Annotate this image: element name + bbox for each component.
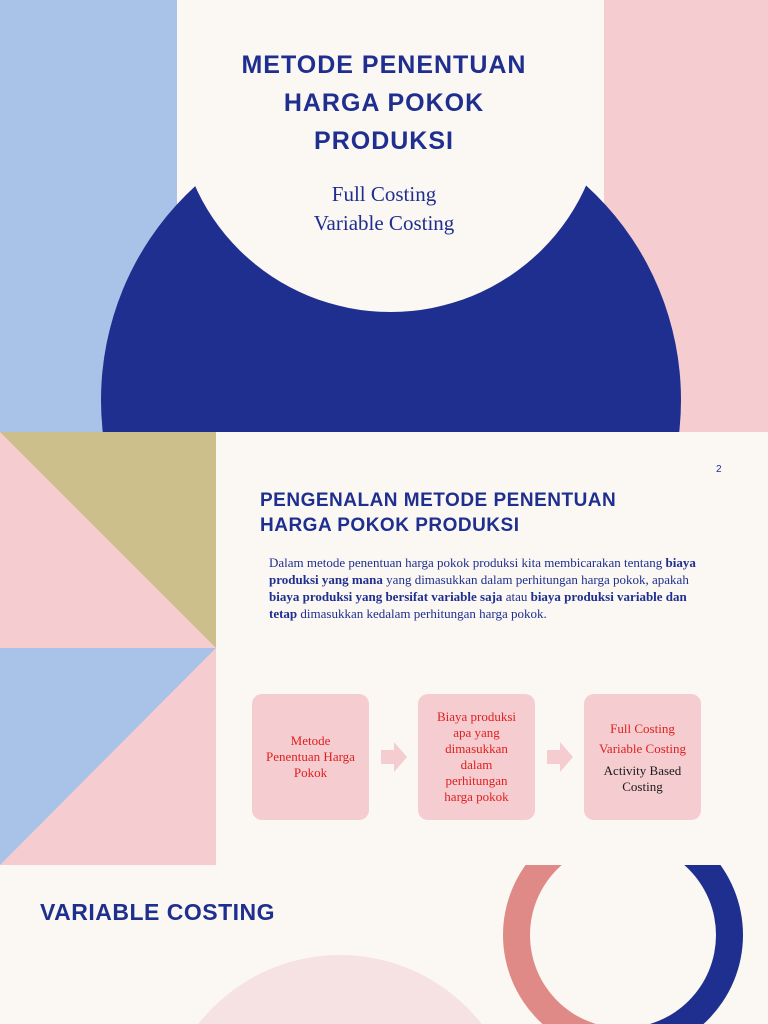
slide-variable-costing: [0, 865, 768, 1024]
paragraph-bold-text: biaya produksi variable dan tetap: [269, 589, 687, 621]
flow-box-methods-list: [584, 694, 701, 820]
paragraph-text: Dalam metode penentuan harga pokok produksi kita membicarakan tentang: [269, 555, 666, 570]
paragraph-bold-text: biaya produksi yang mana: [269, 555, 696, 587]
flow-text: Pokok: [293, 765, 328, 780]
intro-paragraph: [269, 554, 715, 622]
paragraph-bold-text: biaya produksi yang bersifat variable saja: [269, 589, 503, 604]
flow-text: apa yang: [453, 725, 500, 740]
paragraph-text: atau: [502, 589, 531, 604]
arrow-right-icon: [547, 742, 573, 772]
slide-title: [0, 0, 768, 432]
flow-text: Costing: [622, 779, 663, 794]
page-number: 2: [716, 464, 722, 475]
decor-pink-blob: [160, 955, 520, 1024]
paragraph-text: dimasukkan kedalam perhitungan harga pokok.: [297, 606, 547, 621]
slide-title-heading: [190, 46, 578, 160]
heading-line: HARGA POKOK PRODUKSI: [260, 515, 520, 536]
slide-subtitle: [190, 180, 578, 238]
title-line: HARGA POKOK: [283, 89, 485, 117]
section-heading: [260, 488, 700, 538]
flow-box-costs: [418, 694, 535, 820]
flow-text: Biaya produksi: [436, 709, 517, 724]
section-heading: VARIABLE COSTING: [40, 899, 276, 925]
flow-text: dimasukkan: [445, 741, 508, 756]
title-line: METODE PENENTUAN: [241, 51, 527, 79]
flow-text: dalam: [460, 757, 493, 772]
slide-intro: [0, 432, 768, 865]
flow-text: harga pokok: [444, 789, 509, 804]
arrow-right-icon: [381, 742, 407, 772]
flow-text: perhitungan: [445, 773, 508, 788]
flow-text: Penentuan Harga: [266, 749, 355, 764]
paragraph-text: yang dimasukkan dalam perhitungan harga pokok, apakah: [382, 572, 689, 587]
decor-ring: [481, 865, 768, 1024]
title-line: PRODUKSI: [314, 127, 454, 155]
heading-line: PENGENALAN METODE PENENTUAN: [260, 490, 617, 511]
flow-text: Metode: [290, 733, 331, 748]
flow-text: Variable Costing: [598, 741, 686, 756]
decor-triangles: [0, 432, 216, 865]
subtitle-line: Variable Costing: [313, 211, 455, 235]
flow-text: Activity Based: [603, 763, 682, 778]
flow-text: Full Costing: [610, 721, 675, 736]
flow-box-method: [252, 694, 369, 820]
subtitle-line: Full Costing: [331, 182, 437, 206]
